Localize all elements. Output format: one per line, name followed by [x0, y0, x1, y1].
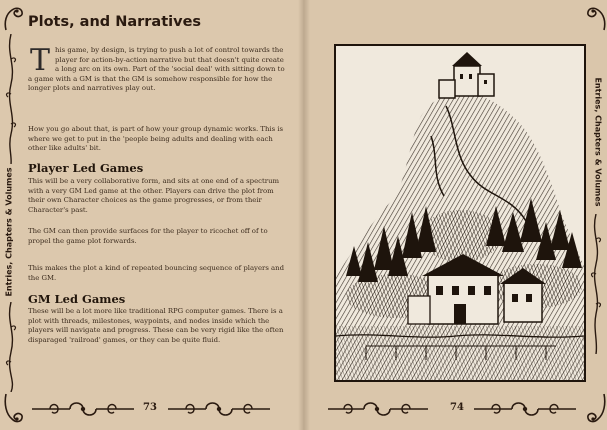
corner-flourish-icon — [586, 392, 607, 426]
paragraph-gm-led: These will be a lot more like traditional RPG computer games. There is a plot with threads, milestones, waypoints, and nodes inside which the players will navigate and progress. These can be very rigid like the often disparaged 'railroad' games, or they can be quite fluid. — [28, 307, 284, 344]
paragraph-group-dynamic: How you go about that, is part of how your group dynamic works. This is where we get to put in the 'people being adults and dealing with each other like adults' bit. — [28, 125, 284, 153]
footer-scroll-ornament-icon — [30, 398, 136, 420]
side-vine-ornament-icon — [4, 302, 18, 392]
footer-scroll-ornament-icon — [472, 398, 578, 420]
castle-illustration — [334, 44, 586, 382]
side-vine-ornament-icon — [589, 214, 603, 354]
corner-flourish-icon — [2, 4, 24, 32]
left-page — [0, 0, 303, 430]
footer-scroll-ornament-icon — [326, 398, 430, 420]
intro-paragraph — [28, 43, 290, 94]
paragraph-gm-surfaces: The GM can then provide surfaces for the player to ricochet off of to propel the game plot forwards. — [28, 227, 268, 245]
page-number-right: 74 — [450, 402, 464, 413]
subheading-gm-led: GM Led Games — [28, 292, 126, 306]
left-running-title: Entries, Chapters & Volumes — [4, 167, 14, 297]
subheading-player-led: Player Led Games — [28, 161, 144, 175]
page-heading: Plots, and Narratives — [28, 14, 202, 30]
drop-cap: T — [30, 43, 51, 78]
right-running-title: Entries, Chapters & Volumes — [593, 77, 603, 207]
castle-engraving-icon — [336, 46, 584, 380]
corner-flourish-icon — [586, 4, 607, 32]
side-vine-ornament-icon — [4, 34, 18, 164]
page-number-left: 73 — [143, 402, 157, 413]
intro-text: his game, by design, is trying to push a lot of control towards the player for action-by-action narrative but that doesn't quite create a long arc on its own. Part of the 'social deal' with sitting down to a game with a GM is that the GM is somehow responsible for how the longer plots and narratives play out. — [28, 46, 285, 93]
book-gutter — [298, 0, 310, 430]
paragraph-bouncing: This makes the plot a kind of repeated bouncing sequence of players and the GM. — [28, 264, 285, 282]
corner-flourish-icon — [2, 392, 24, 426]
paragraph-player-led: This will be a very collaborative form, and sits at one end of a spectrum with a very GM Led game at the other. Players can drive the plot from their own Character choices as the game progresses, or from their Character's past. — [28, 177, 280, 214]
footer-scroll-ornament-icon — [166, 398, 272, 420]
